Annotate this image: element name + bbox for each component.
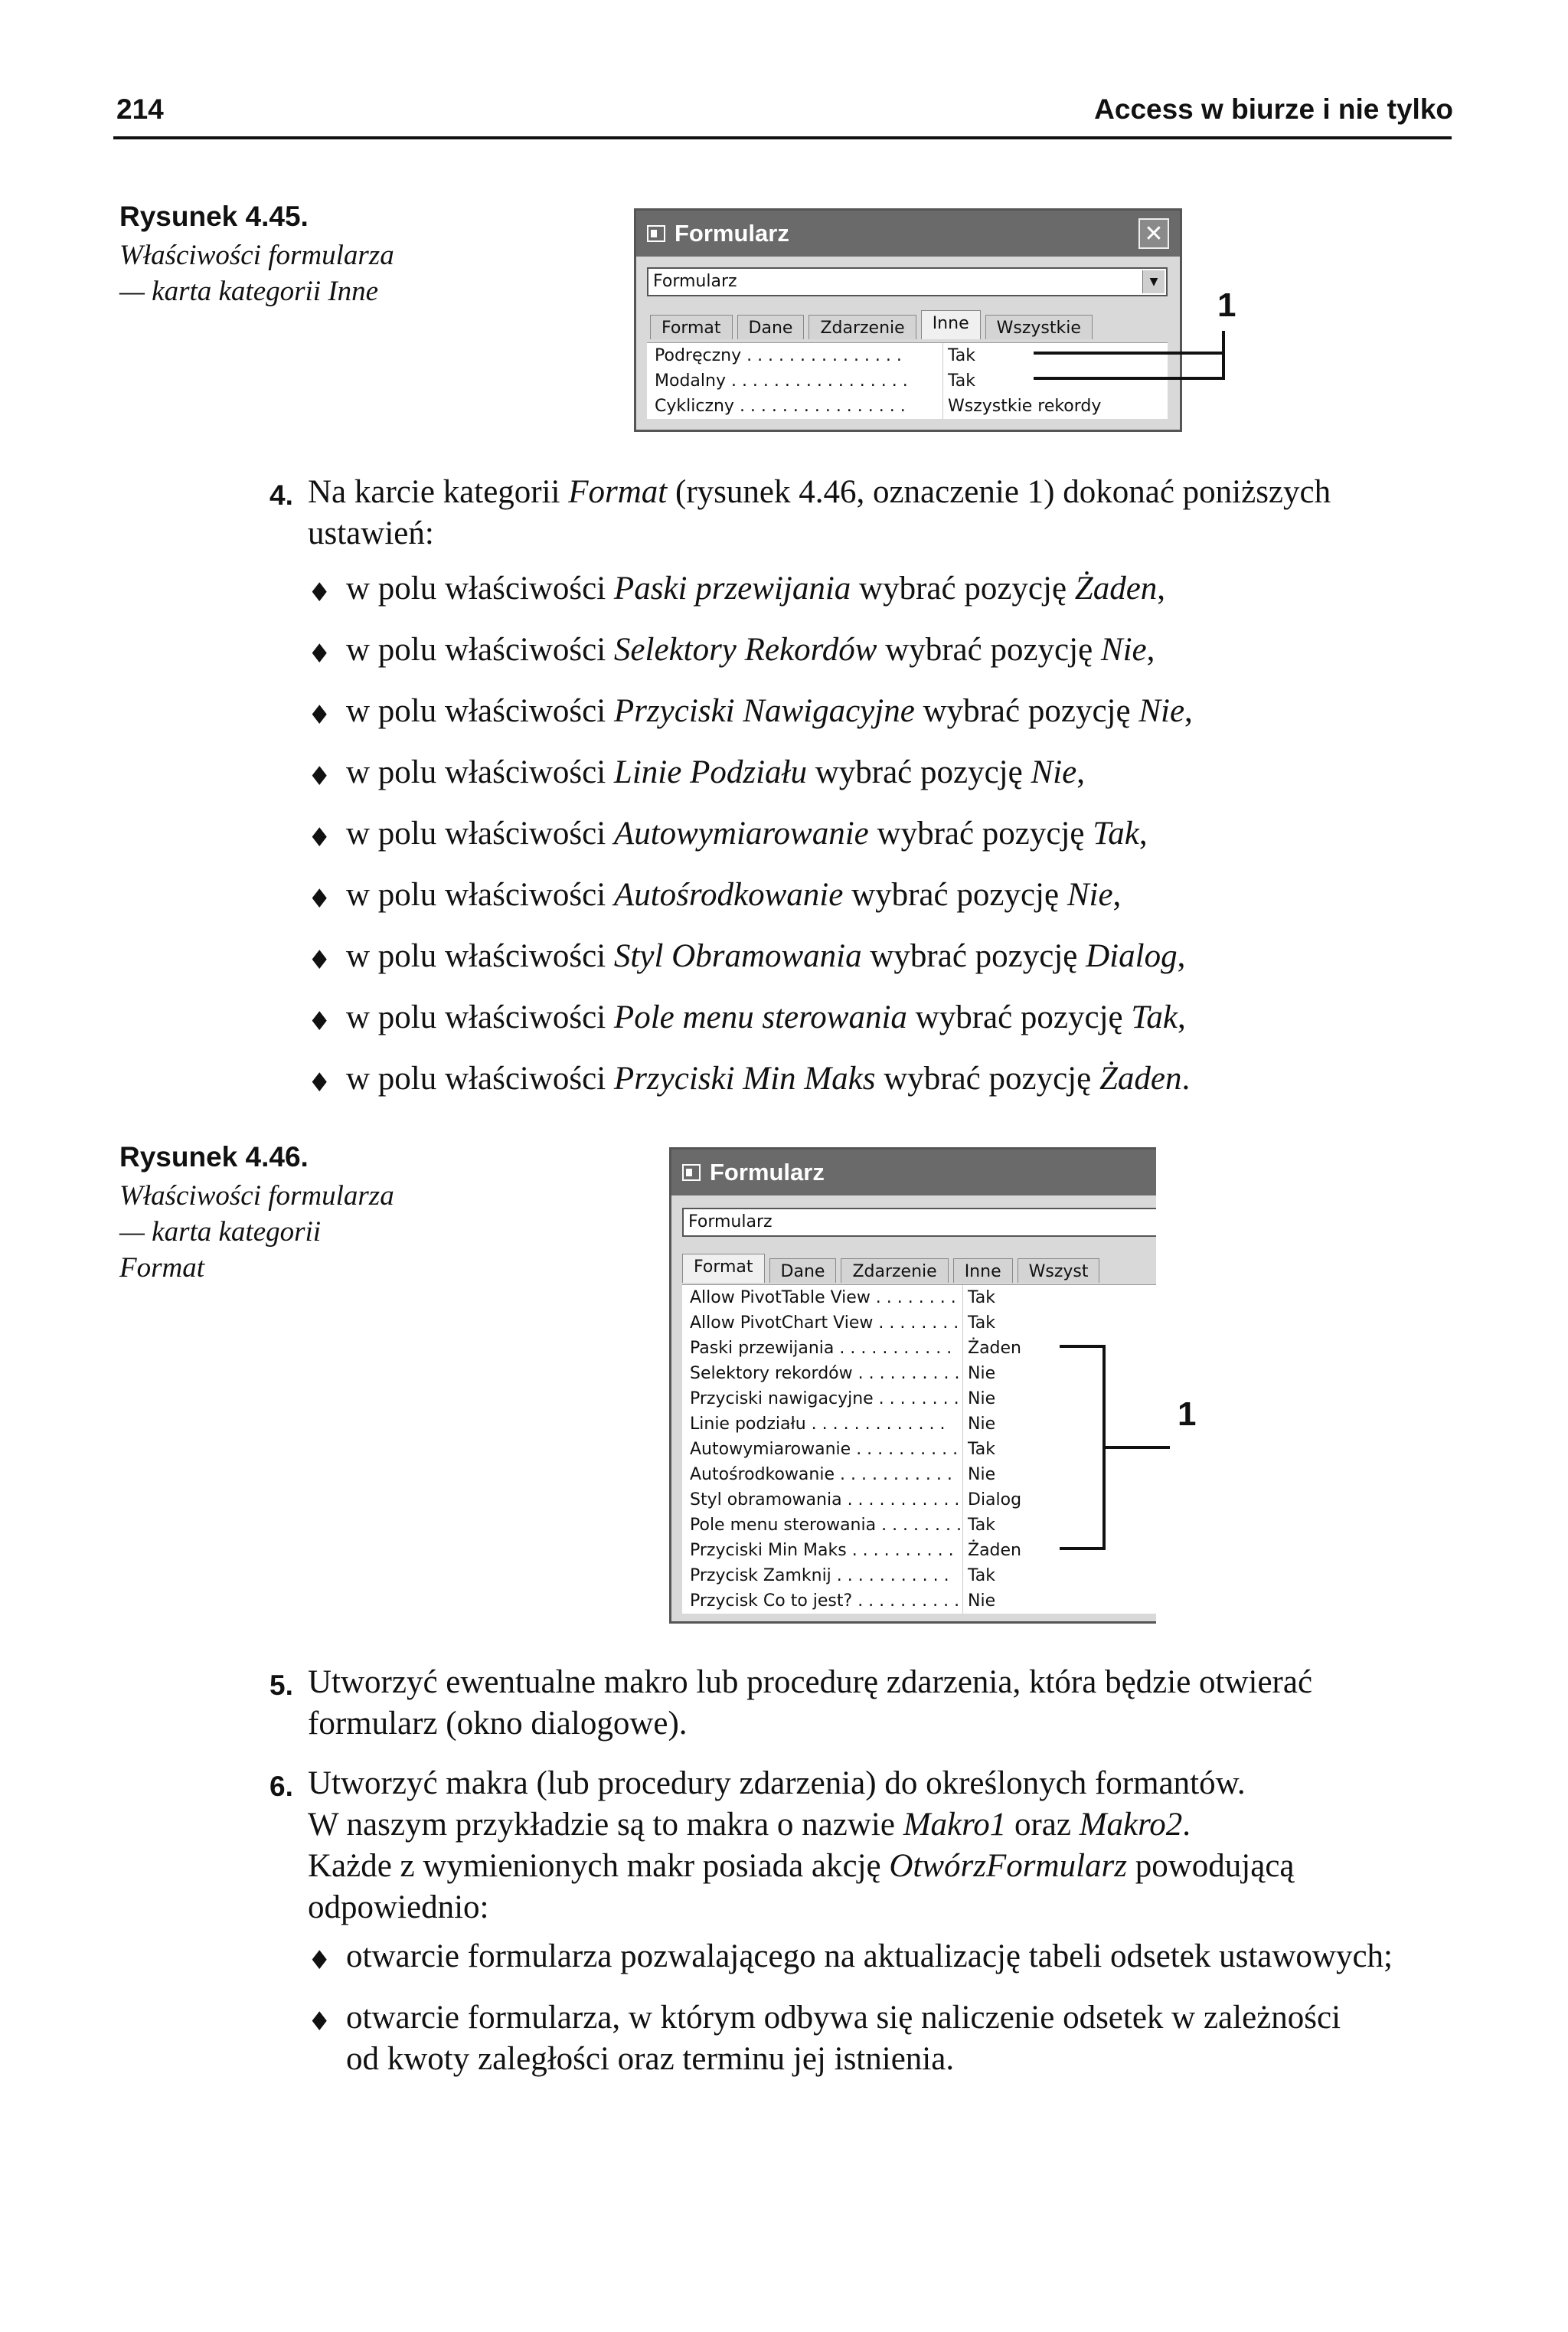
text-run: w polu właściwości <box>346 877 614 913</box>
figure-446-caption <box>119 1141 394 1286</box>
bullet-diamond-icon: ♦ <box>308 823 332 853</box>
text-run: wybrać pozycję <box>851 571 1075 607</box>
text-run: w polu właściwości <box>346 938 614 974</box>
tab-inne[interactable]: Inne <box>921 310 981 339</box>
text-run: , <box>1184 693 1193 729</box>
text-run: w polu właściwości <box>346 632 614 668</box>
property-value[interactable]: Dialog <box>962 1487 1021 1513</box>
text-run: (rysunek 4.46, oznaczenie 1) dokonać poniższych <box>667 474 1331 510</box>
callout-line <box>1034 377 1225 380</box>
text-run: wybrać pozycję <box>861 938 1086 974</box>
text-run: Format <box>568 474 668 510</box>
bullet-text <box>346 815 1148 852</box>
window-title: Formularz <box>675 220 789 247</box>
bullet-text: otwarcie formularza pozwalającego na aktualizację tabeli odsetek ustawowych; <box>346 1938 1393 1974</box>
property-row[interactable] <box>647 368 1168 394</box>
callout-bracket <box>1060 1345 1106 1550</box>
property-name: Pole menu sterowania . . . . . . . . <box>690 1516 962 1535</box>
window-title: Formularz <box>710 1159 825 1186</box>
property-value[interactable]: Wszystkie rekordy <box>942 394 1101 419</box>
text-run: wybrać pozycję <box>877 632 1101 668</box>
property-value[interactable]: Tak <box>962 1437 995 1462</box>
property-value[interactable]: Tak <box>942 343 975 368</box>
property-name: Przycisk Zamknij . . . . . . . . . . . <box>690 1566 949 1585</box>
bullet-diamond-icon: ♦ <box>308 1945 332 1976</box>
text-run: oraz <box>1006 1807 1080 1843</box>
property-row[interactable] <box>682 1588 1156 1614</box>
callout-line <box>1106 1446 1170 1449</box>
text-run: , <box>1177 938 1186 974</box>
figure-445-window <box>634 208 1182 432</box>
object-selector-combo[interactable] <box>682 1208 1156 1237</box>
text-run: W naszym przykładzie są to makra o nazwie <box>308 1807 903 1843</box>
text-run: OtwórzFormularz <box>889 1848 1127 1884</box>
tab-format[interactable]: Format <box>682 1254 765 1283</box>
text-run: , <box>1138 816 1148 852</box>
property-value[interactable]: Nie <box>962 1588 995 1614</box>
bullet-diamond-icon: ♦ <box>308 945 332 976</box>
text-run: . <box>1181 1061 1191 1097</box>
chevron-down-icon[interactable]: ▼ <box>1142 270 1165 293</box>
bullet-diamond-icon: ♦ <box>308 2007 332 2037</box>
callout-number: 1 <box>1217 286 1236 324</box>
text-run: w polu właściwości <box>346 1061 614 1097</box>
bullet-diamond-icon: ♦ <box>308 1006 332 1037</box>
property-value[interactable]: Tak <box>962 1310 995 1336</box>
text-run: , <box>1157 571 1166 607</box>
text-run: Nie <box>1067 877 1113 913</box>
running-title: Access w biurze i nie tylko <box>1094 93 1453 125</box>
property-name: Allow PivotChart View . . . . . . . . <box>690 1313 959 1333</box>
property-name: Autowymiarowanie . . . . . . . . . . <box>690 1440 959 1459</box>
text-run: , <box>1112 877 1122 913</box>
step-number: 5. <box>270 1670 293 1701</box>
property-value[interactable]: Żaden <box>962 1336 1021 1361</box>
combo-value: Formularz <box>688 1212 773 1231</box>
text-run: , <box>1076 754 1085 790</box>
tab-zdarzenie[interactable]: Zdarzenie <box>841 1258 948 1283</box>
property-row[interactable] <box>682 1310 1156 1336</box>
property-value[interactable]: Nie <box>962 1411 995 1437</box>
text-run: w polu właściwości <box>346 693 614 729</box>
text-run: Na karcie kategorii <box>308 474 569 510</box>
property-name: Styl obramowania . . . . . . . . . . . <box>690 1490 960 1509</box>
property-name: Autośrodkowanie . . . . . . . . . . . <box>690 1465 952 1484</box>
bullet-diamond-icon: ♦ <box>308 1068 332 1098</box>
text-run: Każde z wymienionych makr posiada akcję <box>308 1848 890 1884</box>
text-run: w polu właściwości <box>346 816 614 852</box>
property-value[interactable]: Tak <box>962 1513 995 1538</box>
step-5-text <box>308 1662 1312 1745</box>
property-value[interactable]: Żaden <box>962 1538 1021 1563</box>
property-row[interactable] <box>647 343 1168 368</box>
property-value[interactable]: Nie <box>962 1386 995 1411</box>
tab-dane[interactable]: Dane <box>769 1258 837 1283</box>
bullet-text <box>346 937 1185 975</box>
tab-dane[interactable]: Dane <box>737 315 805 339</box>
step-4-text-line2: ustawień: <box>308 515 434 551</box>
bullet-diamond-icon: ♦ <box>308 577 332 608</box>
text-run: Przyciski Min Maks <box>613 1061 876 1097</box>
tab-wszystkie[interactable]: Wszystkie <box>985 315 1093 339</box>
property-row[interactable] <box>682 1563 1156 1588</box>
text-run: Dialog <box>1086 938 1178 974</box>
text-run: , <box>1146 632 1155 668</box>
property-name: Przyciski Min Maks . . . . . . . . . . <box>690 1541 954 1560</box>
text-run: wybrać pozycję <box>868 816 1093 852</box>
property-name: Allow PivotTable View . . . . . . . . <box>690 1288 956 1307</box>
text-line: formularz (okno dialogowe). <box>308 1706 688 1742</box>
text-run: Selektory Rekordów <box>613 632 877 668</box>
text-line: Utworzyć makra (lub procedury zdarzenia) do określonych formantów. <box>308 1765 1246 1801</box>
property-name: Selektory rekordów . . . . . . . . . . <box>690 1364 960 1383</box>
text-line <box>308 1804 1295 1846</box>
text-line: Utworzyć ewentualne makro lub procedurę zdarzenia, która będzie otwierać <box>308 1664 1313 1700</box>
text-run: Makro1 <box>903 1807 1007 1843</box>
property-name: Przyciski nawigacyjne . . . . . . . . <box>690 1389 959 1408</box>
text-run: wybrać pozycję <box>843 877 1067 913</box>
bullet-text <box>346 631 1155 669</box>
property-name: Przycisk Co to jest? . . . . . . . . . . <box>690 1591 960 1611</box>
text-run: Styl Obramowania <box>613 938 862 974</box>
page-number: 214 <box>116 93 164 125</box>
figure-445-label: Rysunek 4.45. <box>119 201 309 232</box>
bullet-diamond-icon: ♦ <box>308 639 332 669</box>
bullet-text <box>346 754 1085 791</box>
text-run: wybrać pozycję <box>906 999 1132 1035</box>
tab-inne[interactable]: Inne <box>953 1258 1013 1283</box>
property-name: Paski przewijania . . . . . . . . . . . <box>690 1339 952 1358</box>
bullet-text: od kwoty zaległości oraz terminu jej istnienia. <box>346 2041 955 2077</box>
property-name: Cykliczny . . . . . . . . . . . . . . . . <box>655 397 906 416</box>
callout-line <box>1034 352 1225 355</box>
text-run: . <box>1182 1807 1191 1843</box>
property-value[interactable]: Tak <box>962 1563 995 1588</box>
text-run: wybrać pozycję <box>806 754 1031 790</box>
step-number: 4. <box>270 479 293 511</box>
property-name: Podręczny . . . . . . . . . . . . . . . <box>655 346 902 365</box>
tab-wszystkie[interactable]: Wszyst <box>1018 1258 1100 1283</box>
figure-445-caption-line: Właściwości formularza <box>119 240 394 271</box>
text-run: Żaden <box>1074 571 1158 607</box>
property-value[interactable]: Tak <box>942 368 975 394</box>
text-run: Makro2 <box>1079 1807 1183 1843</box>
text-run: wybrać pozycję <box>914 693 1139 729</box>
text-run: Paski przewijania <box>613 571 851 607</box>
property-value[interactable]: Nie <box>962 1361 995 1386</box>
text-run: Nie <box>1031 754 1077 790</box>
text-run: Linie Podziału <box>613 754 807 790</box>
close-button[interactable]: ✕ <box>1138 218 1169 249</box>
text-run: Nie <box>1100 632 1147 668</box>
bullet-text <box>346 692 1193 730</box>
text-run: Pole menu sterowania <box>613 999 907 1035</box>
callout-number: 1 <box>1178 1395 1197 1433</box>
text-run: Tak <box>1131 999 1178 1035</box>
bullet-text: otwarcie formularza, w którym odbywa się naliczenie odsetek w zależności <box>346 2000 1341 2036</box>
header-rule <box>113 136 1452 139</box>
form-icon <box>647 225 665 242</box>
text-run: Żaden <box>1099 1061 1182 1097</box>
text-run: Przyciski Nawigacyjne <box>613 693 915 729</box>
bullet-text <box>346 999 1186 1036</box>
property-row[interactable] <box>682 1285 1156 1310</box>
step-number: 6. <box>270 1771 293 1802</box>
text-run: wybrać pozycję <box>875 1061 1099 1097</box>
text-run: w polu właściwości <box>346 754 614 790</box>
figure-445-caption <box>119 201 394 309</box>
combo-value: Formularz <box>653 272 737 291</box>
object-selector-combo[interactable] <box>647 267 1168 296</box>
text-run: Autowymiarowanie <box>613 816 869 852</box>
window-titlebar <box>636 211 1180 257</box>
figure-445-caption-line: — karta kategorii Inne <box>119 276 379 307</box>
form-icon <box>682 1164 701 1181</box>
figure-446-label: Rysunek 4.46. <box>119 1141 309 1173</box>
figure-446-caption-line: — karta kategorii <box>119 1216 322 1248</box>
bullet-text <box>346 570 1165 607</box>
bullet-diamond-icon: ♦ <box>308 884 332 914</box>
bullet-diamond-icon: ♦ <box>308 700 332 731</box>
bullet-text <box>346 1060 1190 1097</box>
text-line: odpowiednio: <box>308 1889 489 1925</box>
text-run: w polu właściwości <box>346 571 614 607</box>
text-line <box>308 1846 1295 1887</box>
step-6-text <box>308 1763 1295 1928</box>
property-row[interactable] <box>647 394 1168 419</box>
text-run: Tak <box>1093 816 1139 852</box>
text-run: Nie <box>1138 693 1185 729</box>
tab-zdarzenie[interactable]: Zdarzenie <box>808 315 916 339</box>
tab-format[interactable]: Format <box>650 315 733 339</box>
tab-strip <box>650 315 1097 339</box>
step-4-text <box>308 472 1331 513</box>
text-run: Autośrodkowanie <box>613 877 844 913</box>
text-run: w polu właściwości <box>346 999 614 1035</box>
figure-446-caption-line: Format <box>119 1252 204 1284</box>
tab-strip <box>682 1258 1104 1283</box>
figure-446-caption-line: Właściwości formularza <box>119 1180 394 1212</box>
text-run: , <box>1177 999 1186 1035</box>
property-value[interactable]: Tak <box>962 1285 995 1310</box>
property-value[interactable]: Nie <box>962 1462 995 1487</box>
bullet-text <box>346 876 1121 914</box>
bullet-diamond-icon: ♦ <box>308 761 332 792</box>
property-name: Linie podziału . . . . . . . . . . . . . <box>690 1415 946 1434</box>
callout-line <box>1222 331 1225 380</box>
window-titlebar <box>671 1150 1156 1195</box>
text-run: powodującą <box>1127 1848 1295 1884</box>
property-name: Modalny . . . . . . . . . . . . . . . . . <box>655 371 908 391</box>
